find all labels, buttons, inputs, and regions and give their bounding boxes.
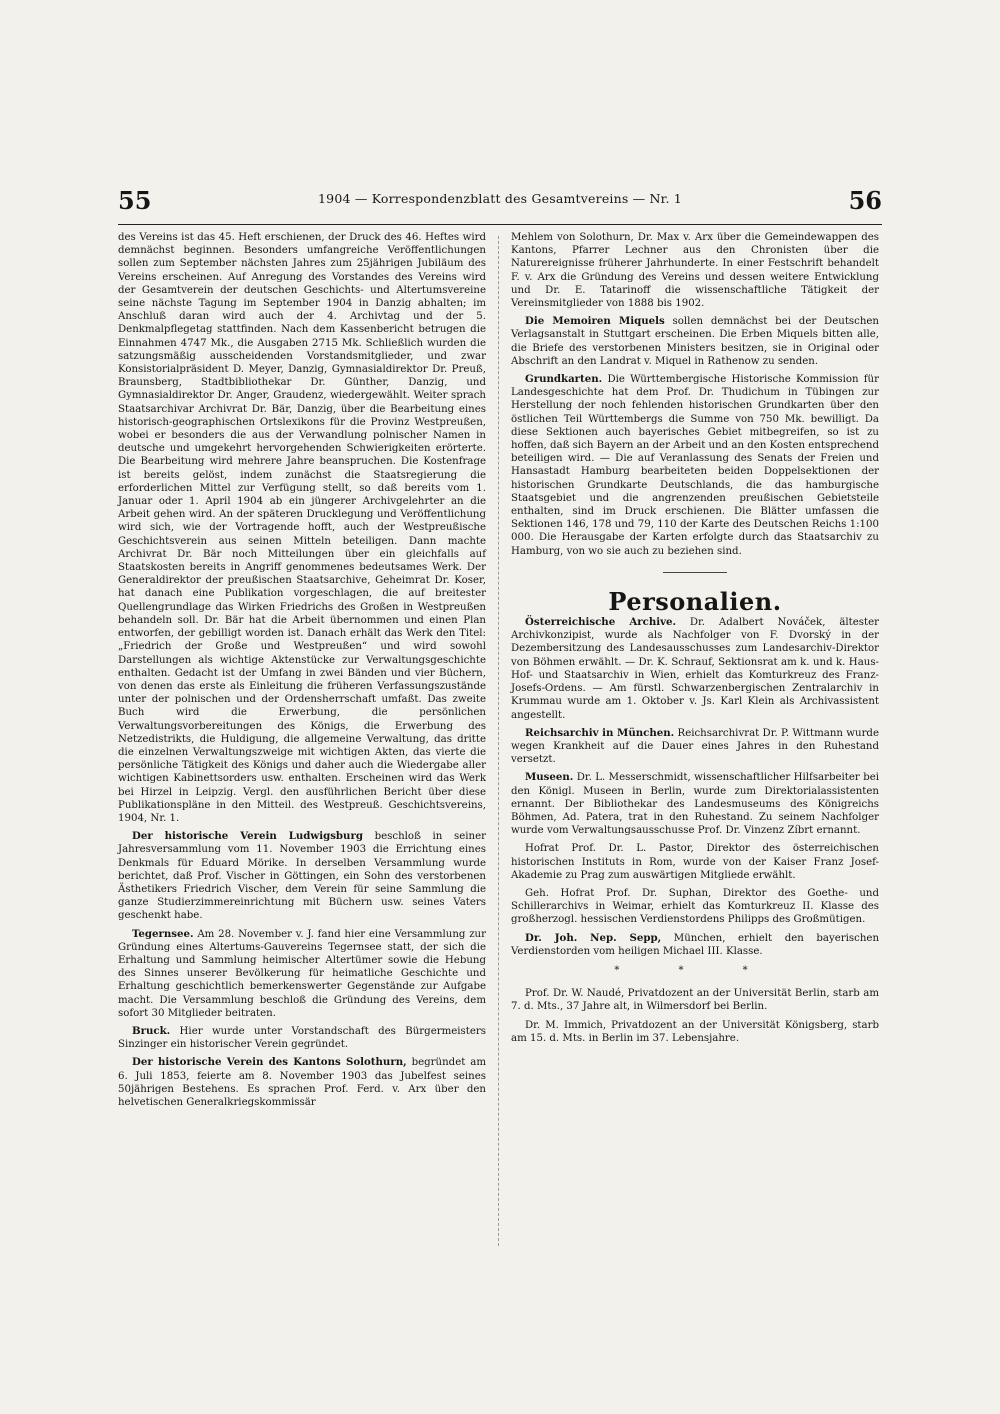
lead-grundkarten: Grundkarten. <box>525 373 603 386</box>
ornament-rule <box>663 572 727 573</box>
paragraph-naude: Prof. Dr. W. Naudé, Privatdozent an der Universität Berlin, starb am 7. d. Mts., 37 Jahre alt, in Wilmersdorf bei Berlin. <box>511 988 879 1013</box>
paragraph-oesterreich: Österreichische Archive. Dr. Adalbert Nováček, ältester Archivkonzipist, wurde als Nachfolger von F. Dvorský in der Dezembersitzung des Landesausschusses zum Landesarchiv-Direktor von Böhmen erwählt. — Dr. K. Schrauf, Sektionsrat am k. und k. Haus-Hof- und Staatsarchiv in Wien, erhielt das Komturkreuz des Franz-Josefs-Ordens. — Am fürstl. Schwarzenbergischen Zentralarchiv in Krummau wurde am 1. Oktober v. Js. Karl Klein als Archivassistent angestellt. <box>511 616 879 721</box>
lead-bruck: Bruck. <box>132 1024 171 1037</box>
lead-sepp: Dr. Joh. Nep. Sepp, <box>525 931 662 944</box>
lead-ludwigsburg: Der historische Verein Ludwigsburg <box>132 830 363 843</box>
paragraph-reichsarchiv: Reichsarchiv in München. Reichsarchivrat Dr. P. Wittmann wurde wegen Krankheit auf die Dauer eines Jahres in den Ruhestand versetzt. <box>511 726 879 766</box>
paragraph-sepp: Dr. Joh. Nep. Sepp, München, erhielt den bayerischen Verdienstorden vom heiligen Michael III. Klasse. <box>511 931 880 957</box>
paragraph-suphan: Geh. Hofrat Prof. Dr. Suphan, Direktor des Goethe- und Schillerarchivs in Weimar, erhielt das Komturkreuz II. Klasse des großherzogl. hessischen Verdienstordens Philipps des Großmütigen. <box>511 887 879 926</box>
lead-solothurn: Der historische Verein des Kantons Solothurn, <box>132 1056 407 1069</box>
paragraph-solothurn-cont: Mehlem von Solothurn, Dr. Max v. Arx über die Gemeindewappen des Kantons, Pfarrer Lechner aus den Chronisten über die Naturereignisse früherer Jahrhunderte. In einer Festschrift behandelt F. v. Arx die Gründung des Vereins und dessen weitere Entwicklung und Dr. E. Tatarinoff die wissenschaftliche Tätigkeit der Vereinsmitglieder von 1888 bis 1902. <box>511 232 879 310</box>
paragraph-immich: Dr. M. Immich, Privatdozent an der Universität Königsberg, starb am 15. d. Mts. in Berlin im 37. Lebensjahre. <box>511 1019 879 1044</box>
lead-reichsarchiv: Reichsarchiv in München. <box>525 726 675 739</box>
lead-oesterreich: Österreichische Archive. <box>525 616 677 629</box>
lead-museen: Museen. <box>525 771 574 784</box>
paragraph-bruck: Bruck. Hier wurde unter Vorstandschaft des Bürgermeisters Sinzinger ein historischer Verein gegründet. <box>118 1024 486 1051</box>
lead-miquel: Die Memoiren Miquels <box>525 315 665 328</box>
paragraph-verein-report: des Vereins ist das 45. Heft erschienen, der Druck des 46. Heftes wird demnächst beginnen. Besonders umfangreiche Veröffentlichungen sollen zum September nächsten Jahres zum 25jährigen Jubiläum des Vereins erscheinen. Auf Anregung des Vorstandes des Vereins wird der Gesamtverein der deutschen Geschichts- und Altertumsvereine seine nächste Tagung im September 1904 in Danzig abhalten; im Anschluß daran wird auch der 4. Archivtag und der 5. Denkmalpflegetag stattfinden. Nach dem Kassenbericht betrugen die Einnahmen 4747 Mk., die Ausgaben 2715 Mk. Schließlich wurden die satzungsmäßig ausscheidenden Vorstandsmitglieder, und zwar Konsistorialpräsident D. Meyer, Danzig, Gymnasialdirektor Dr. Preuß, Braunsberg, Stadtbibliothekar Dr. Günther, Danzig, und Gymnasialdirektor Dr. Anger, Graudenz, wiedergewählt. Weiter sprach Staatsarchivar Archivrat Dr. Bär, Danzig, über die Bearbeitung eines historisch-geographischen Ortslexikons für die Provinz Westpreußen, wobei er besonders die aus der Verwandlung polnischer Namen in deutsche und umgekehrt hervorgehenden Schwierigkeiten erörterte. Die Bearbeitung wird mehrere Jahre beanspruchen. Die Kostenfrage ist bereits gelöst, indem zunächst die Staatsregierung die erforderlichen Mittel zur Verfügung stellt, so daß bereits vom 1. Januar oder 1. April 1904 ab ein jüngerer Archivgelehrter an die Arbeit gehen wird. An der späteren Drucklegung und Veröffentlichung wird sich, wie der Vortragende hofft, auch der Westpreußische Geschichtsverein aus seinen Mitteln beteiligen. Dann machte Archivrat Dr. Bär noch Mitteilungen über ein gleichfalls auf Staatskosten bereits in Angriff genommenes bedeutsames Werk. Der Generaldirektor der preußischen Staatsarchive, Geheimrat Dr. Koser, hat danach eine Publikation vorgeschlagen, die auf breitester Quellengrundlage das Wirken Friedrichs des Großen in Westpreußen behandeln soll. Dr. Bär hat die Arbeit übernommen und einen Plan entworfen, der gebilligt worden ist. Danach erhält das Werk den Titel: „Friedrich der Große und Westpreußen“ und wird sowohl Darstellungen als wichtige Aktenstücke zur Verwaltungsgeschichte enthalten. Gedacht ist der Umfang in zwei Bänden und vier Büchern, von denen das erste als Einleitung die früheren Verfassungszustände unter der polnischen und der Ordensherrschaft umfaßt. Das zweite Buch wird die Erwerbung, die persönlichen Verwaltungsvorbereitungen des Königs, die Erwerbung des Netzedistrikts, die Huldigung, die allgemeine Verwaltung, das dritte die einzelnen Verwaltungszweige mit wichtigen Akten, das vierte die persönliche Tätigkeit des Königs und daher auch die Wiedergabe aller wichtigen Kabinettsorders usw. enthalten. Erscheinen wird das Werk bei Hirzel in Leipzig. Vergl. den ausführlichen Bericht über diese Publikationspläne in den Mitteil. des Westpreuß. Geschichtsvereins, 1904, Nr. 1. <box>118 232 486 824</box>
section-heading-personalien: Personalien. <box>608 586 782 616</box>
paragraph-ludwigsburg: Der historische Verein Ludwigsburg beschloß in seiner Jahresversammlung vom 11. November 1903 die Errichtung eines Denkmals für Eduard Mörike. In derselben Versammlung wurde berichtet, daß Prof. Vischer in Göttingen, ein Sohn des verstorbenen Ästhetikers Friedrich Vischer, dem Verein für seine Sammlung die ganze Studierzimmereinrichtung mit Büchern usw. seines Vaters geschenkt habe. <box>118 830 486 922</box>
lead-tegernsee: Tegernsee. <box>132 927 194 940</box>
page-number-left: 55 <box>118 186 152 215</box>
paragraph-tegernsee: Tegernsee. Am 28. November v. J. fand hier eine Versammlung zur Gründung eines Altertums-Gauvereins Tegernsee statt, der sich die Erhaltung und Sammlung heimischer Altertümer sowie die Hebung des Sinnes unserer Bevölkerung für heimatliche Geschichte und Erhaltung geschichtlich bemerkenswerter Gegenstände zur Aufgabe macht. Die Versammlung beschloß die Gründung des Vereins, dem sofort 30 Mitglieder beitraten. <box>118 927 486 1019</box>
left-column <box>118 231 486 1114</box>
paragraph-pastor: Hofrat Prof. Dr. L. Pastor, Direktor des österreichischen historischen Instituts in Rom, wurde von der Kaiser Franz Josef-Akademie zu Prag zum auswärtigen Mitgliede erwählt. <box>511 843 879 881</box>
page-number-right: 56 <box>848 186 882 215</box>
page-header <box>118 186 882 226</box>
column-divider <box>498 236 499 1246</box>
running-title: 1904 — Korrespondenzblatt des Gesamtvereins — Nr. 1 <box>318 191 682 206</box>
paragraph-grundkarten: Grundkarten. Die Württembergische Historische Kommission für Landesgeschichte hat dem Prof. Dr. Thudichum in Tübingen zur Herstellung der noch fehlenden historischen Grundkarten über den östlichen Teil Württembergs die Summe von 750 Mk. bewilligt. Da diese Sektionen auch bayerisches Gebiet mitbegreifen, so ist zu hoffen, daß sich Bayern an der Arbeit und an den Kosten entsprechend beteiligen wird. — Die auf Veranlassung des Senats der Freien und Hansastadt Hamburg bearbeiteten beiden Doppelsektionen der historischen Grundkarte Deutschlands, die das hamburgische Staatsgebiet und die angrenzenden preußischen Gebietsteile enthalten, sind im Druck erschienen. Die Blätter umfassen die Sektionen 146, 178 und 79, 110 der Karte des Deutschen Reichs 1:100 000. Die Herausgabe der Karten erfolgte durch das Staatsarchiv zu Hamburg, von wo sie auch zu beziehen sind. <box>511 373 879 557</box>
right-column <box>511 231 879 1050</box>
header-rule <box>118 224 882 225</box>
paragraph-miquel: Die Memoiren Miquels sollen demnächst bei der Deutschen Verlagsanstalt in Stuttgart erscheinen. Die Erben Miquels bitten alle, die Briefe des verstorbenen Ministers besitzen, sie in Original oder Abschrift an den Landrat v. Miquel in Rathenow zu senden. <box>511 315 879 367</box>
asterism: * * * <box>614 964 776 976</box>
paragraph-museen: Museen. Dr. L. Messerschmidt, wissenschaftlicher Hilfsarbeiter bei den Königl. Museen in Berlin, wurde zum Direktorialassistenten ernannt. Der Bibliothekar des Landesmuseums des Königreichs Böhmen, Ad. Patera, trat in den Ruhestand. Zu seinem Nachfolger wurde vom Verwaltungsausschusse Prof. Dr. Vinzenz Zíbrt ernannt. <box>511 771 879 837</box>
paragraph-solothurn: Der historische Verein des Kantons Solothurn, begründet am 6. Juli 1853, feierte am 8. November 1903 das Jubelfest seines 50jährigen Bestehens. Es sprachen Prof. Ferd. v. Arx über den helvetischen Generalkriegskommissär <box>118 1056 487 1108</box>
